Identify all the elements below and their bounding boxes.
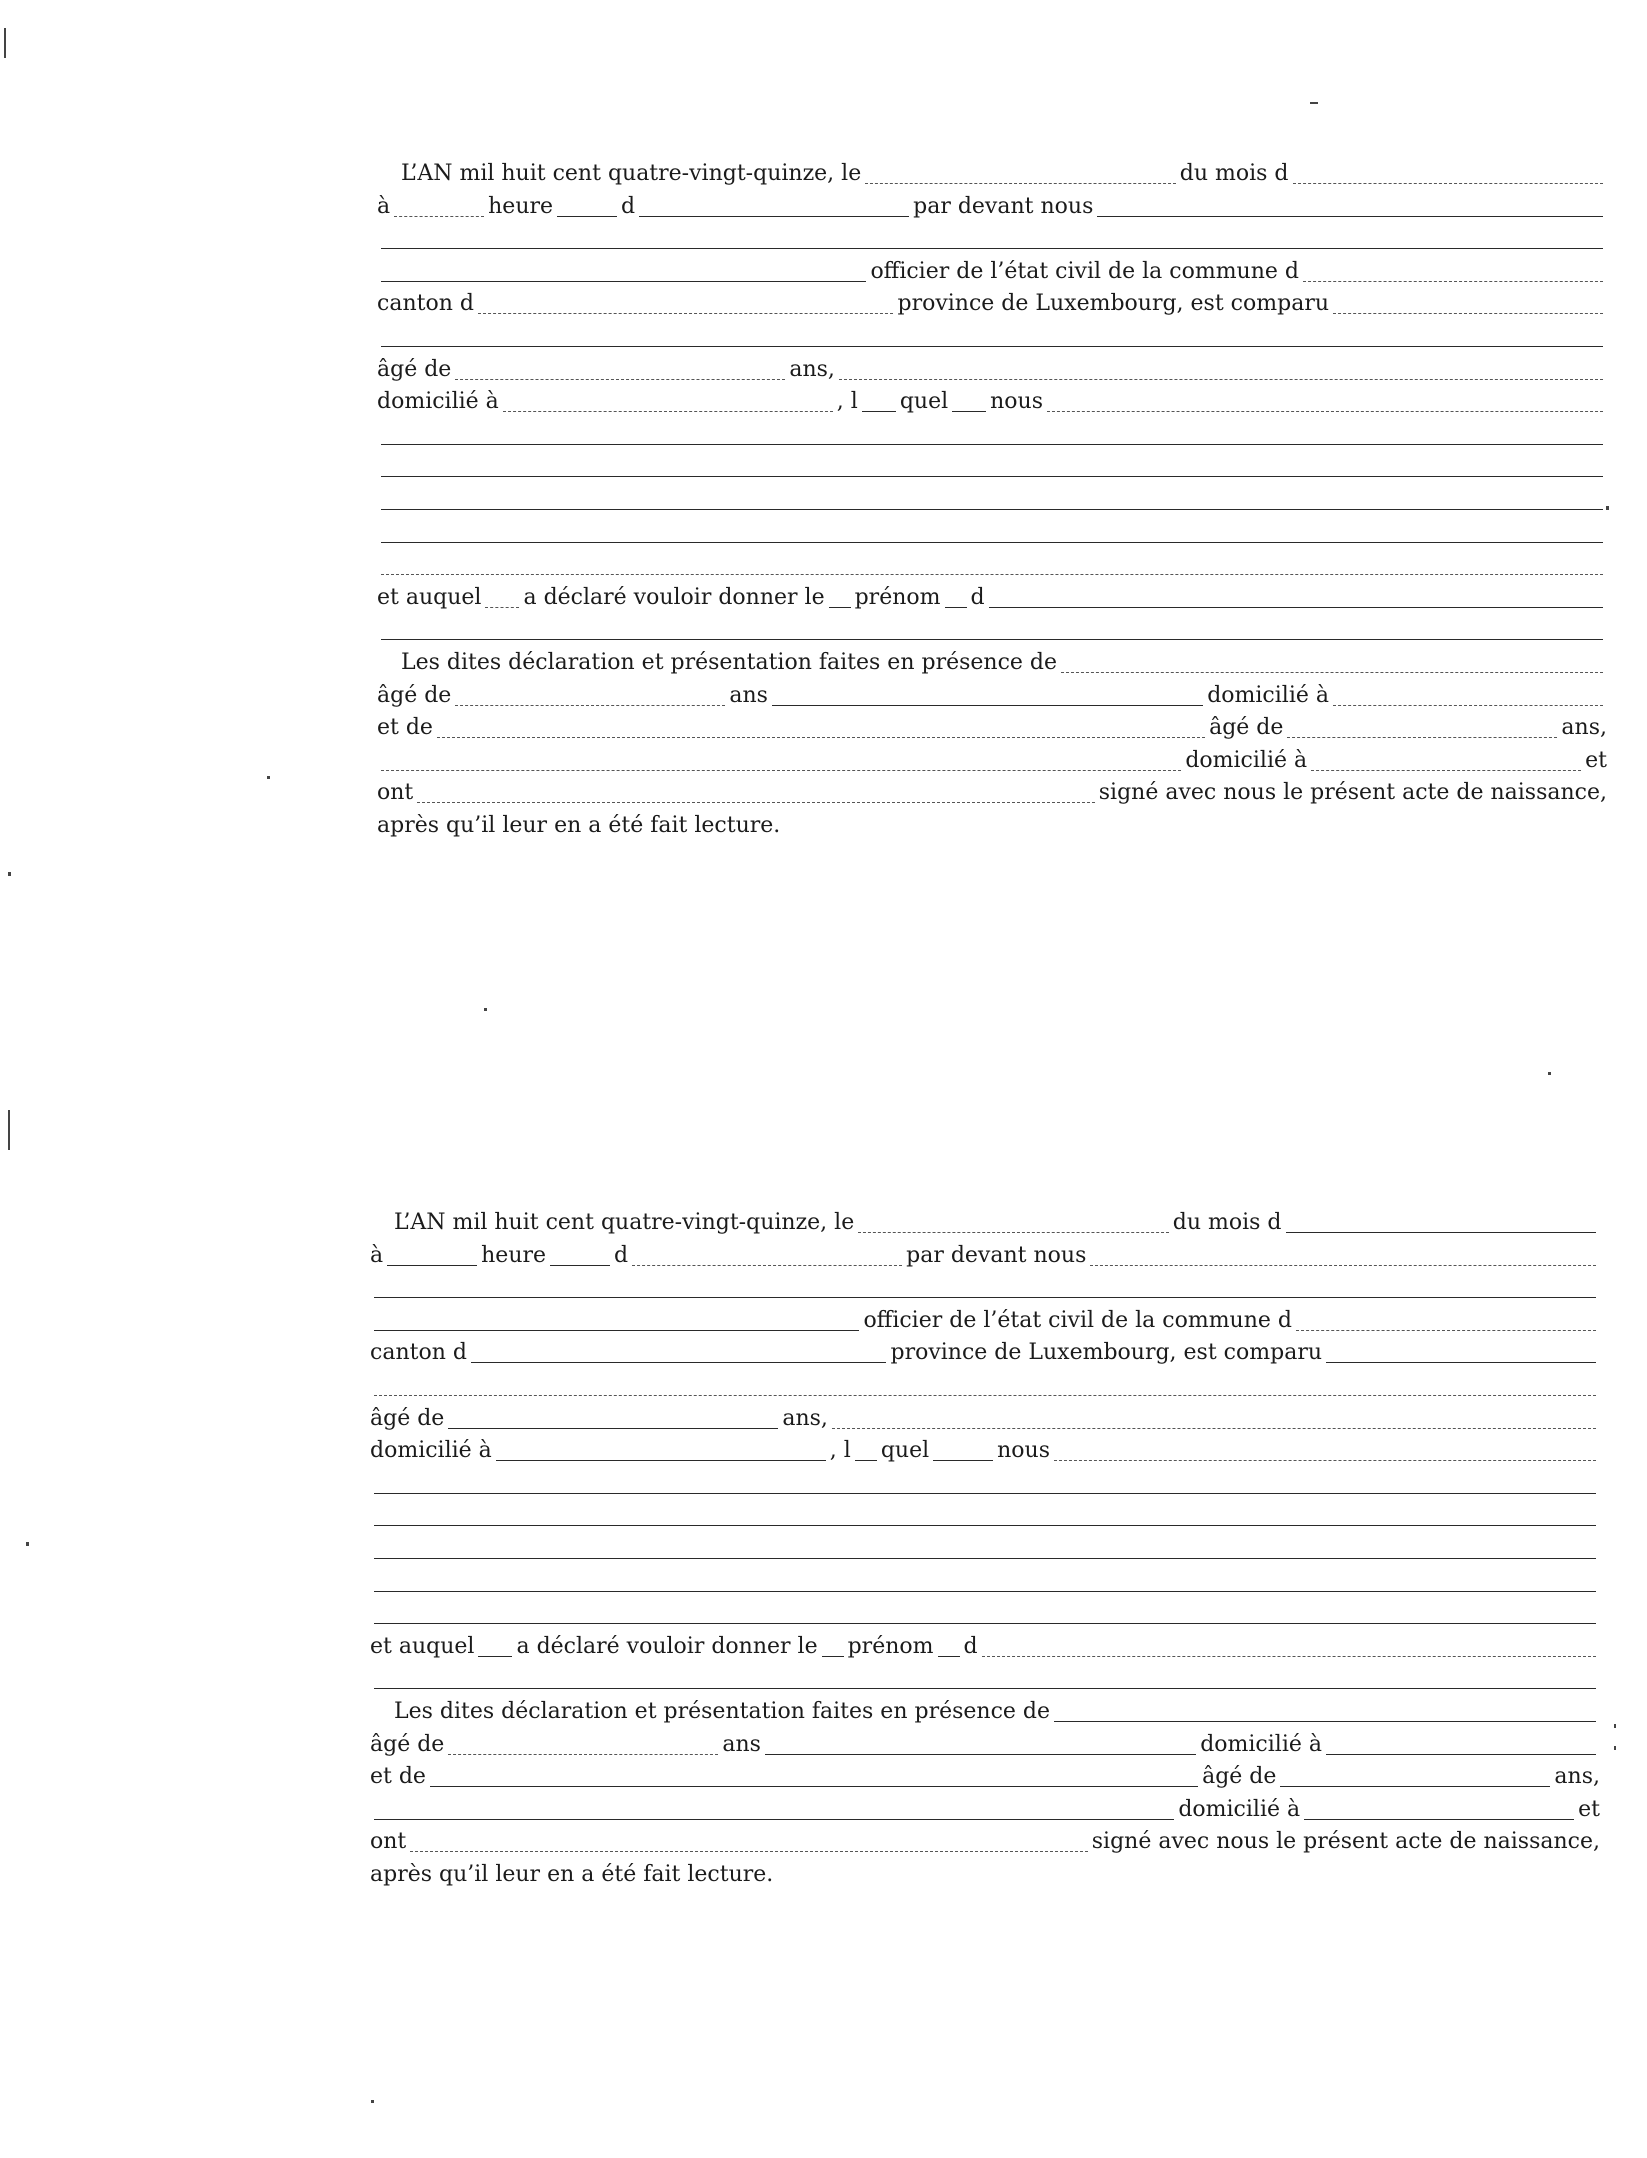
quel-text: quel [899, 389, 949, 415]
birth-certificate-form-2 [370, 1207, 1600, 1891]
province-text: province de Luxembourg, est comparu [897, 291, 1329, 317]
form-2-line-domicile [370, 1435, 1600, 1468]
form-1-blank-line-2 [377, 451, 1607, 484]
signature-field[interactable] [410, 1834, 1088, 1852]
witness-2-text: et de [377, 715, 433, 741]
nous-text: nous [990, 389, 1044, 415]
lequel-field[interactable] [862, 394, 896, 412]
form-2-line-witness-1-age [370, 1729, 1600, 1762]
declaration-line[interactable] [374, 1574, 1596, 1592]
hour-part-field[interactable] [557, 199, 617, 217]
form-1-line-commune [377, 256, 1607, 289]
form-1-line-prenom-cont [377, 614, 1607, 647]
reading-text: après qu’il leur en a été fait lecture. [377, 812, 781, 838]
form-1-line-hour [377, 191, 1607, 224]
d-text: d [963, 1633, 978, 1659]
declared-text: a déclaré vouloir donner le [516, 1633, 818, 1659]
month-field[interactable] [1286, 1215, 1597, 1233]
canton-field[interactable] [471, 1345, 887, 1363]
form-1-line-prenom [377, 582, 1607, 615]
scan-speck [4, 28, 6, 58]
and-to-whom-text: et auquel [377, 584, 482, 610]
lequel-l-text: , l [829, 1438, 851, 1464]
officer-name-field-2[interactable] [374, 1280, 1596, 1298]
declaration-line[interactable] [381, 557, 1603, 575]
form-2-line-witness-2-domicile [370, 1794, 1600, 1827]
day-field[interactable] [865, 166, 1176, 184]
canton-text: canton d [377, 291, 474, 317]
prenom-text: prénom [854, 584, 941, 610]
form-1-line-age [377, 354, 1607, 387]
form-2-line-witness-2 [370, 1761, 1600, 1794]
commune-field[interactable] [1296, 1313, 1596, 1331]
canton-field[interactable] [478, 296, 894, 314]
witness-1-age-text: âgé de [377, 682, 452, 708]
appearing-person-field[interactable] [1333, 296, 1603, 314]
domicile-field[interactable] [503, 394, 833, 412]
province-text: province de Luxembourg, est comparu [890, 1340, 1322, 1366]
commune-field[interactable] [1303, 264, 1603, 282]
scan-speck [1614, 1746, 1616, 1750]
before-us-text: par devant nous [906, 1242, 1087, 1268]
witness-1-age-field[interactable] [448, 1737, 718, 1755]
form-1-line-canton [377, 288, 1607, 321]
witness-2-age-text: âgé de [1202, 1764, 1277, 1790]
form-1-line-date [377, 158, 1607, 191]
witness-1-profession-field[interactable] [772, 688, 1203, 706]
form-1-line-signature [377, 777, 1607, 810]
le-field[interactable] [822, 1639, 844, 1657]
prenom-suffix-field[interactable] [938, 1639, 960, 1657]
before-us-text: par devant nous [913, 193, 1094, 219]
witness-2-domicile-text: domicilié à [1178, 1796, 1301, 1822]
witness-1-field[interactable] [1061, 655, 1603, 673]
form-2-blank-line-2 [370, 1500, 1600, 1533]
form-1-blank-line-5 [377, 549, 1607, 582]
hour-text: heure [488, 193, 554, 219]
declaration-line[interactable] [374, 1508, 1596, 1526]
appearing-person-field[interactable] [1326, 1345, 1596, 1363]
form-1-line-domicile [377, 386, 1607, 419]
form-1-blank-line-3 [377, 484, 1607, 517]
domicile-text: domicilié à [370, 1438, 492, 1464]
of-text: d [621, 193, 636, 219]
scan-speck [1606, 506, 1609, 510]
form-2-line-date [370, 1207, 1600, 1240]
witness-2-years-text: ans, [1554, 1764, 1600, 1790]
witness-1-age-field[interactable] [455, 688, 725, 706]
presented-field[interactable] [1054, 1443, 1596, 1461]
prenom-suffix-field[interactable] [945, 590, 967, 608]
hour-text: heure [481, 1242, 547, 1268]
witness-1-domicile-text: domicilié à [1207, 682, 1329, 708]
prenom-field-2[interactable] [381, 622, 1603, 640]
form-2-line-reading [370, 1859, 1600, 1892]
at-text: à [377, 193, 391, 219]
scan-speck [26, 1542, 29, 1546]
scan-speck [8, 872, 11, 876]
age-field[interactable] [455, 362, 785, 380]
declaration-line[interactable] [374, 1476, 1596, 1494]
declaration-line[interactable] [374, 1606, 1596, 1624]
d-text: d [970, 584, 985, 610]
month-text: du mois d [1179, 161, 1289, 186]
form-1-line-witness-1-age [377, 680, 1607, 713]
form-2-line-person-cont [370, 1370, 1600, 1403]
form-1-line-witnesses [377, 647, 1607, 680]
signed-text: signé avec nous le présent acte de naissance, [1098, 780, 1607, 806]
witness-2-domicile-field[interactable] [1304, 1802, 1574, 1820]
ont-text: ont [370, 1829, 407, 1855]
age-field[interactable] [448, 1411, 778, 1429]
nous-text: nous [997, 1438, 1051, 1464]
and-text: et [1585, 747, 1607, 773]
witness-2-field[interactable] [430, 1769, 1198, 1787]
prenom-field[interactable] [982, 1639, 1596, 1657]
officer-name-field[interactable] [1090, 1248, 1596, 1266]
date-text: L’AN mil huit cent quatre-vingt-quinze, le [401, 161, 862, 186]
hour-field[interactable] [387, 1248, 477, 1266]
witness-1-years-text: ans [729, 682, 768, 708]
form-2-line-hour [370, 1240, 1600, 1273]
witness-2-domicile-field[interactable] [1311, 753, 1581, 771]
le-field[interactable] [829, 590, 851, 608]
and-text: et [1578, 1796, 1600, 1822]
domicile-field[interactable] [496, 1443, 826, 1461]
form-1-line-witness-2 [377, 712, 1607, 745]
form-2-line-witnesses [370, 1696, 1600, 1729]
scan-speck [484, 1008, 487, 1011]
officer-name-field[interactable] [1097, 199, 1603, 217]
witness-1-field[interactable] [1054, 1704, 1596, 1722]
witness-2-text: et de [370, 1764, 426, 1790]
form-2-blank-line-4 [370, 1566, 1600, 1599]
signature-field[interactable] [417, 785, 1095, 803]
officer-name-field-3[interactable] [381, 264, 866, 282]
form-2-line-age [370, 1403, 1600, 1436]
witness-1-profession-field[interactable] [765, 1737, 1196, 1755]
profession-field[interactable] [832, 1411, 1596, 1429]
period-field[interactable] [632, 1248, 902, 1266]
witness-2-age-text: âgé de [1209, 715, 1284, 741]
form-2-blank-line-3 [370, 1533, 1600, 1566]
declaration-line[interactable] [381, 427, 1603, 445]
age-text: âgé de [370, 1405, 445, 1431]
age-text: âgé de [377, 356, 452, 382]
officer-text: officier de l’état civil de la commune d [870, 258, 1299, 284]
witness-1-domicile-field[interactable] [1326, 1737, 1596, 1755]
witness-1-domicile-text: domicilié à [1200, 1731, 1322, 1757]
form-1-line-reading [377, 810, 1607, 843]
officer-text: officier de l’état civil de la commune d [863, 1307, 1292, 1333]
witness-2-field[interactable] [437, 720, 1205, 738]
form-2-line-prenom-cont [370, 1663, 1600, 1696]
month-text: du mois d [1172, 1210, 1282, 1235]
scan-speck [1614, 1724, 1616, 1728]
form-1-line-witness-2-domicile [377, 745, 1607, 778]
witnesses-text: Les dites déclaration et présentation faites en présence de [394, 1698, 1051, 1724]
witness-1-years-text: ans [722, 1731, 761, 1757]
scan-speck [1548, 1072, 1551, 1075]
form-1-line-officer-cont [377, 223, 1607, 256]
witness-2-profession-field[interactable] [381, 753, 1181, 771]
presented-field[interactable] [1047, 394, 1603, 412]
auquel-field[interactable] [485, 590, 519, 608]
form-1-line-person-cont [377, 321, 1607, 354]
form-2-blank-line-1 [370, 1468, 1600, 1501]
domicile-text: domicilié à [377, 389, 499, 415]
date-text: L’AN mil huit cent quatre-vingt-quinze, le [394, 1210, 855, 1235]
day-field[interactable] [858, 1215, 1169, 1233]
declaration-line[interactable] [381, 459, 1603, 477]
at-text: à [370, 1242, 384, 1268]
declaration-line[interactable] [374, 1541, 1596, 1559]
witnesses-text: Les dites déclaration et présentation faites en présence de [401, 649, 1058, 675]
lequel-l-text: , l [836, 389, 858, 415]
form-2-line-officer-cont [370, 1272, 1600, 1305]
form-2-line-prenom [370, 1631, 1600, 1664]
declaration-line[interactable] [381, 492, 1603, 510]
scan-speck [8, 1110, 10, 1150]
years-text: ans, [789, 356, 835, 382]
reading-text: après qu’il leur en a été fait lecture. [370, 1861, 774, 1887]
nous-field[interactable] [933, 1443, 993, 1461]
appearing-person-field-2[interactable] [381, 329, 1603, 347]
officer-name-field-2[interactable] [381, 231, 1603, 249]
form-1-blank-line-4 [377, 517, 1607, 550]
canton-text: canton d [370, 1340, 467, 1366]
witness-2-domicile-text: domicilié à [1185, 747, 1308, 773]
scan-speck [371, 2100, 374, 2103]
witness-2-age-field[interactable] [1287, 720, 1557, 738]
signed-text: signé avec nous le présent acte de naissance, [1091, 1829, 1600, 1855]
auquel-field[interactable] [478, 1639, 512, 1657]
form-2-line-signature [370, 1826, 1600, 1859]
month-field[interactable] [1293, 166, 1604, 184]
witness-1-age-text: âgé de [370, 1731, 445, 1757]
period-field[interactable] [639, 199, 909, 217]
nous-field[interactable] [952, 394, 986, 412]
form-2-line-canton [370, 1337, 1600, 1370]
witness-2-years-text: ans, [1561, 715, 1607, 741]
declared-text: a déclaré vouloir donner le [523, 584, 825, 610]
prenom-text: prénom [847, 1633, 934, 1659]
form-1-blank-line-1 [377, 419, 1607, 452]
years-text: ans, [782, 1405, 828, 1431]
appearing-person-field-2[interactable] [374, 1378, 1596, 1396]
witness-1-domicile-field[interactable] [1333, 688, 1603, 706]
officer-name-field-3[interactable] [374, 1313, 859, 1331]
lequel-field[interactable] [855, 1443, 877, 1461]
of-text: d [614, 1242, 629, 1268]
hour-part-field[interactable] [550, 1248, 610, 1266]
scan-speck [1310, 102, 1318, 104]
witness-2-profession-field[interactable] [374, 1802, 1174, 1820]
declaration-line[interactable] [381, 525, 1603, 543]
ont-text: ont [377, 780, 414, 806]
form-2-line-commune [370, 1305, 1600, 1338]
scan-speck [267, 776, 270, 779]
witness-2-age-field[interactable] [1280, 1769, 1550, 1787]
and-to-whom-text: et auquel [370, 1633, 475, 1659]
birth-certificate-form-1 [377, 158, 1607, 842]
prenom-field-2[interactable] [374, 1671, 1596, 1689]
prenom-field[interactable] [989, 590, 1603, 608]
hour-field[interactable] [394, 199, 484, 217]
quel-text: quel [880, 1438, 930, 1464]
form-2-blank-line-5 [370, 1598, 1600, 1631]
profession-field[interactable] [839, 362, 1603, 380]
